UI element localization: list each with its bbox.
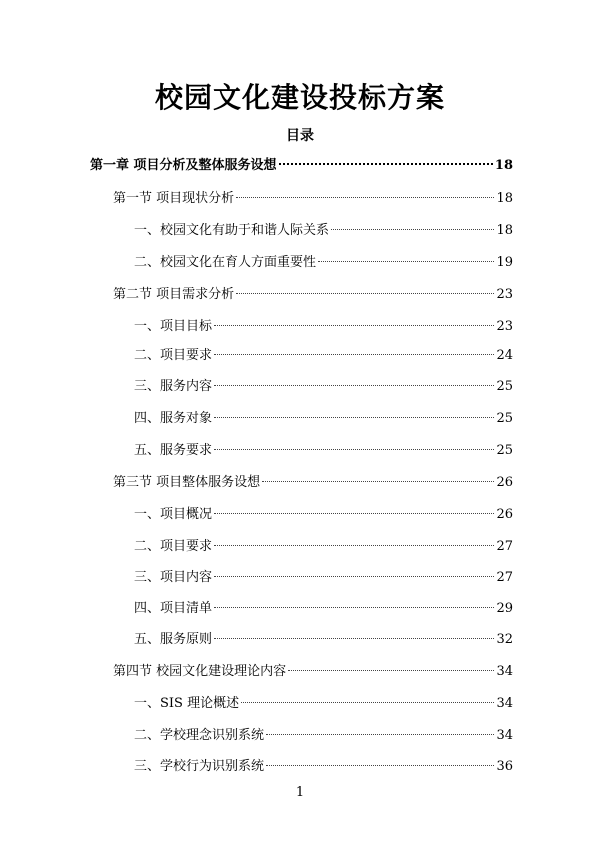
toc-entry-page: 27 (496, 539, 513, 554)
toc-entry-label: 第四节 校园文化建设理论内容 (113, 664, 287, 679)
toc-entry-label: 三、服务内容 (134, 379, 213, 394)
toc-leader (214, 417, 494, 418)
document-title: 校园文化建设投标方案 (154, 81, 445, 114)
toc-leader (214, 513, 494, 514)
toc-entry-item[interactable] (134, 254, 513, 272)
page-number: 1 (295, 785, 305, 800)
toc-leader (241, 702, 494, 703)
toc-entry-page: 25 (496, 379, 513, 394)
toc-entry-page: 23 (496, 287, 513, 302)
toc-entry-item[interactable] (134, 569, 513, 587)
toc-entry-page: 32 (496, 632, 513, 647)
toc-entry-page: 19 (496, 255, 513, 270)
toc-entry-label: 第一章 项目分析及整体服务设想 (90, 158, 277, 173)
toc-leader (214, 385, 494, 386)
toc-leader (266, 734, 494, 735)
toc-entry-label: 一、SIS 理论概述 (134, 696, 240, 711)
toc-entry-page: 29 (496, 601, 513, 616)
toc-entry-label: 二、学校理念识别系统 (134, 728, 265, 743)
toc-entry-label: 三、学校行为识别系统 (134, 759, 265, 774)
toc-leader (288, 670, 494, 671)
toc-entry-item[interactable] (134, 222, 513, 240)
toc-entry-label: 二、项目要求 (134, 539, 213, 554)
toc-entry-item[interactable] (134, 378, 513, 396)
toc-entry-label: 三、项目内容 (134, 570, 213, 585)
toc-entry-page: 36 (496, 759, 513, 774)
toc-entry-page: 25 (496, 411, 513, 426)
toc-entry-page: 34 (496, 728, 513, 743)
toc-entry-item[interactable] (134, 347, 513, 365)
toc-entry-item[interactable] (134, 506, 513, 524)
toc-entry-label: 第一节 项目现状分析 (113, 191, 235, 206)
toc-entry-label: 二、校园文化在育人方面重要性 (134, 255, 317, 270)
toc-entry-label: 四、服务对象 (134, 411, 213, 426)
toc-entry-label: 二、项目要求 (134, 348, 213, 363)
toc-entry-page: 34 (496, 664, 513, 679)
toc-entry-label: 一、项目目标 (134, 319, 213, 334)
toc-leader (214, 354, 494, 355)
toc-leader (318, 261, 494, 262)
toc-entry-label: 四、项目清单 (134, 601, 213, 616)
toc-entry-page: 18 (496, 191, 513, 206)
toc-leader (214, 449, 494, 450)
toc-entry-page: 26 (496, 475, 513, 490)
toc-leader (214, 576, 494, 577)
toc-entry-section-4[interactable] (113, 663, 513, 681)
toc-entry-label: 第三节 项目整体服务设想 (113, 475, 261, 490)
toc-leader (266, 765, 494, 766)
toc-entry-item[interactable] (134, 318, 513, 336)
toc-entry-section-2[interactable] (113, 286, 513, 304)
toc-leader (214, 545, 494, 546)
toc-entry-item[interactable] (134, 695, 513, 713)
toc-entry-label: 五、服务原则 (134, 632, 213, 647)
toc-heading: 目录 (286, 128, 314, 144)
toc-entry-item[interactable] (134, 600, 513, 618)
toc-entry-item[interactable] (134, 727, 513, 745)
toc-leader (214, 325, 494, 326)
toc-entry-page: 24 (496, 348, 513, 363)
toc-entry-section-1[interactable] (113, 190, 513, 208)
toc-leader (214, 607, 494, 608)
toc-entry-page: 34 (496, 696, 513, 711)
toc-entry-section-3[interactable] (113, 474, 513, 492)
toc-entry-label: 第二节 项目需求分析 (113, 287, 235, 302)
toc-entry-page: 18 (496, 223, 513, 238)
toc-leader (262, 481, 494, 482)
toc-entry-page: 18 (494, 158, 513, 173)
toc-leader (279, 163, 493, 165)
toc-leader (236, 293, 494, 294)
toc-entry-page: 23 (496, 319, 513, 334)
toc-entry-page: 26 (496, 507, 513, 522)
toc-leader (331, 229, 494, 230)
toc-entry-label: 一、校园文化有助于和谐人际关系 (134, 223, 330, 238)
toc-entry-item[interactable] (134, 631, 513, 649)
toc-leader (214, 638, 494, 639)
toc-entry-chapter-1[interactable] (90, 157, 513, 175)
toc-entry-label: 一、项目概况 (134, 507, 213, 522)
toc-leader (236, 197, 494, 198)
toc-entry-item[interactable] (134, 410, 513, 428)
toc-entry-label: 五、服务要求 (134, 443, 213, 458)
toc-entry-item[interactable] (134, 758, 513, 776)
toc-entry-item[interactable] (134, 442, 513, 460)
toc-entry-page: 25 (496, 443, 513, 458)
toc-entry-page: 27 (496, 570, 513, 585)
toc-entry-item[interactable] (134, 538, 513, 556)
